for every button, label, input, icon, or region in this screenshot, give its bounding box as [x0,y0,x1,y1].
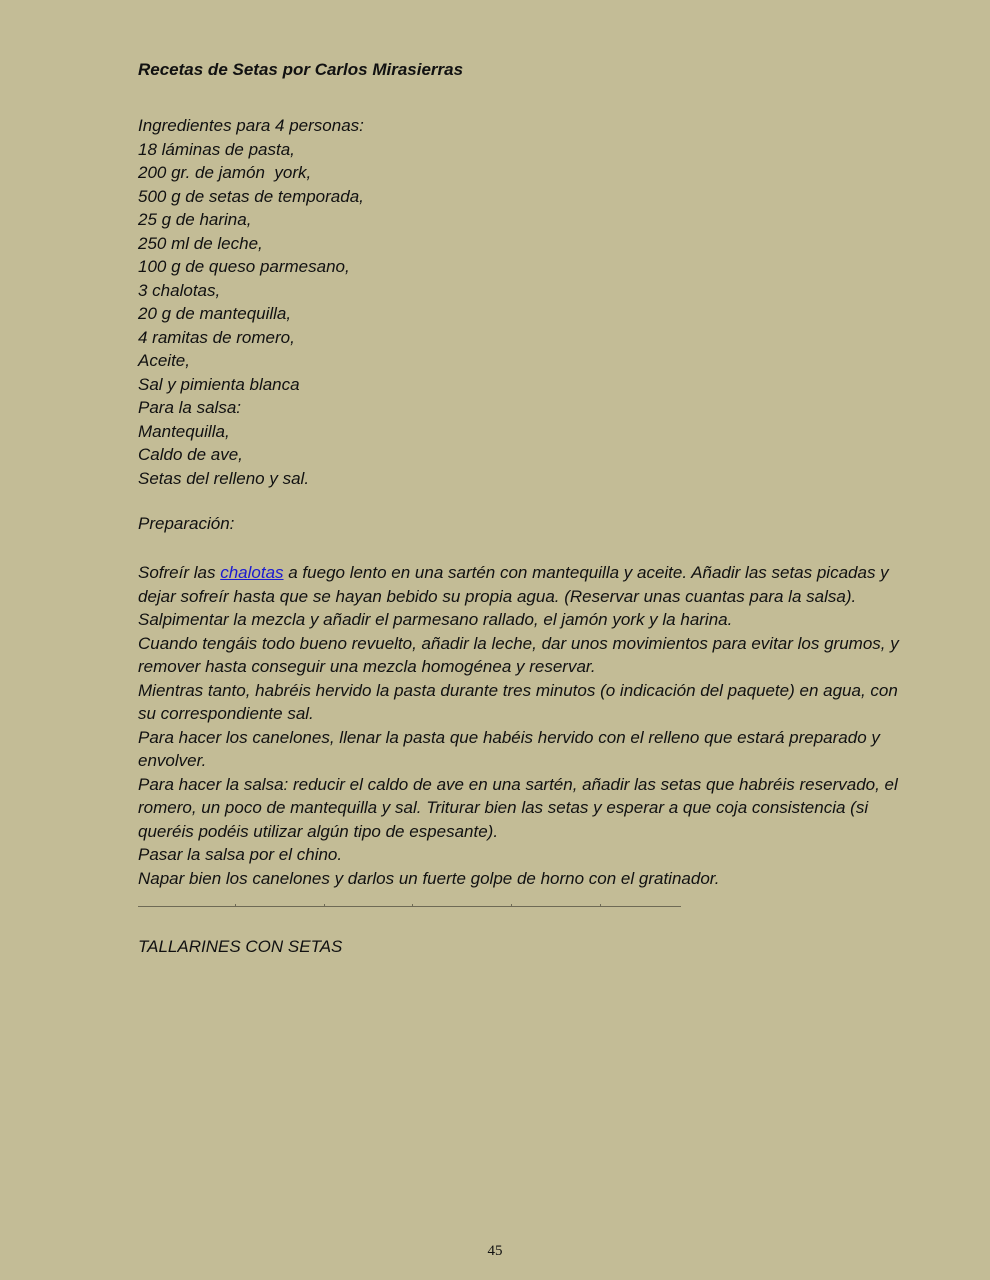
ingredient-line: 4 ramitas de romero, [138,327,295,347]
section-divider [138,906,681,907]
chalotas-link[interactable]: chalotas [220,563,284,582]
preparation-paragraph [138,561,908,632]
divider-tick [324,904,325,907]
ingredient-line: 25 g de harina, [138,210,252,229]
preparation-paragraph: Pasar la salsa por el chino. [138,845,343,864]
preparation-paragraph: Mientras tanto, habréis hervido la pasta durante tres minutos (o indicación del paquete) en agua, con su correspondiente sal. [138,680,898,723]
ingredient-line: 3 chalotas, [138,280,221,300]
preparation-paragraph: Napar bien los canelones y darlos un fuerte golpe de horno con el gratinador. [138,868,720,888]
preparation-paragraph: Para hacer la salsa: reducir el caldo de ave en una sartén, añadir las setas que habréis reservado, el romero, un poco de mantequilla y sal. Triturar bien las setas y esperar a que coja consistencia (si queréis podéis utilizar algún tipo de espesante). [138,774,898,841]
ingredient-line: Mantequilla, [138,421,230,441]
ingredient-line: 200 gr. de jamón york, [138,163,312,182]
page-number: 45 [487,1243,503,1259]
preparation-body [138,561,908,890]
preparation-text: Sofreír las [138,563,221,582]
ingredient-line: Aceite, [138,351,190,370]
ingredient-line: 20 g de mantequilla, [138,304,292,323]
preparation-paragraph: Cuando tengáis todo bueno revuelto, añadir la leche, dar unos movimientos para evitar los grumos, y remover hasta conseguir una mezcla homogénea y reservar. [138,633,899,676]
ingredient-line: Caldo de ave, [138,445,243,464]
ingredient-line: Sal y pimienta blanca [138,374,300,394]
preparation-heading: Preparación: [138,514,235,533]
divider-tick [600,904,601,907]
ingredient-line: 500 g de setas de temporada, [138,186,364,206]
divider-tick [235,904,236,907]
preparation-paragraph: Para hacer los canelones, llenar la pasta que habéis hervido con el relleno que estará preparado y envolver. [138,727,880,770]
ingredient-line: Setas del relleno y sal. [138,468,310,488]
document-title: Recetas de Setas por Carlos Mirasierras [138,60,464,79]
ingredient-line: 250 ml de leche, [138,233,263,253]
divider-tick [412,904,413,907]
ingredient-line: 100 g de queso parmesano, [138,257,350,276]
ingredient-line: Ingredientes para 4 personas: [138,116,364,135]
ingredient-line: Para la salsa: [138,398,241,417]
divider-tick [511,904,512,907]
preparation-text: a fuego lento en una sartén con mantequilla y aceite. Añadir las setas picadas y dejar sofreír hasta que se hayan bebido su propia agua. (Reservar unas cuantas para la salsa). Salpimentar la mezcla y añadir el parmesano rallado, el jamón york y la harina. [138,563,889,629]
ingredient-line: 18 láminas de pasta, [138,139,295,159]
next-recipe-title: TALLARINES CON SETAS [138,937,343,956]
ingredient-list [138,114,364,490]
